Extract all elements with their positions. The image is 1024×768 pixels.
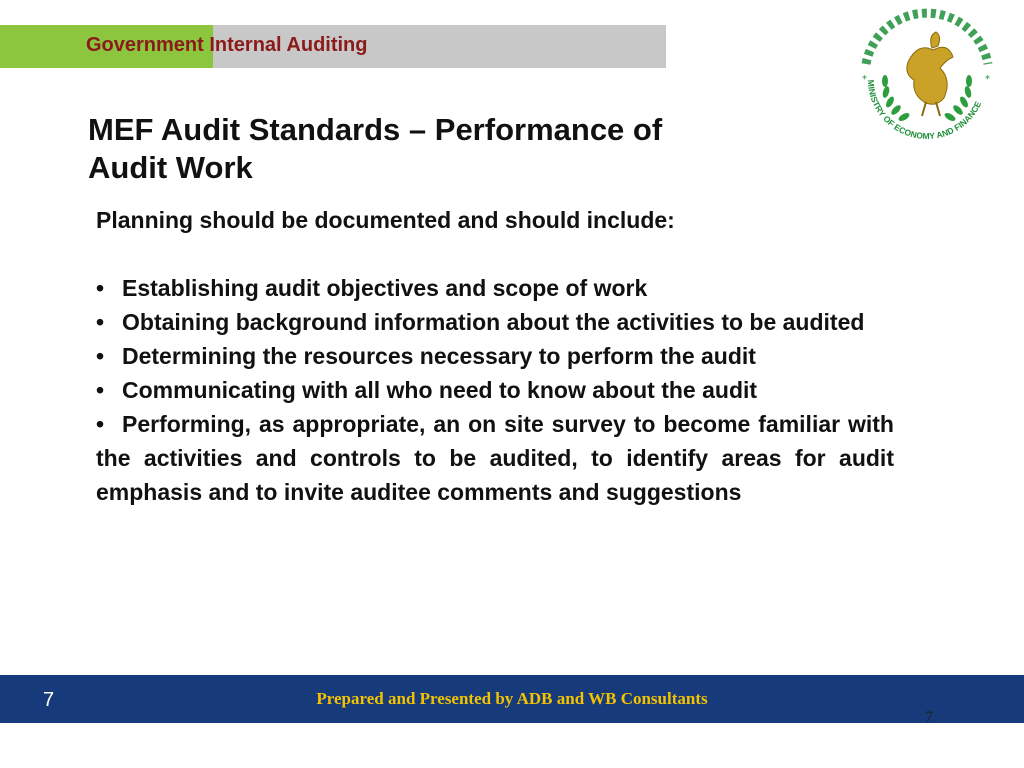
footer-bar [0, 675, 1024, 723]
header-bar [0, 25, 666, 68]
bullet-text: Communicating with all who need to know about the audit [122, 377, 758, 403]
bullet-text: Establishing audit objectives and scope of work [122, 275, 648, 301]
bullet-dot-icon: • [96, 275, 105, 301]
bullet-list [96, 271, 894, 509]
bullet-item [96, 305, 894, 339]
ministry-logo [848, 2, 1006, 158]
intro-text: Planning should be documented and should include: [96, 207, 675, 233]
slide-title: MEF Audit Standards – Performance of Audit Work [88, 112, 663, 185]
bullet-item [96, 271, 894, 305]
bullet-dot-icon: • [96, 377, 105, 403]
page-number: 7 [925, 709, 933, 726]
footer-page-number: 7 [43, 689, 55, 711]
slide-body [96, 203, 894, 509]
bullet-text: Obtaining background information about the activities to be audited [122, 309, 865, 335]
bullet-text: Determining the resources necessary to perform the audit [122, 343, 756, 369]
svg-text:MINISTRY OF ECONOMY AND FINANC: MINISTRY OF ECONOMY AND FINANCE [865, 79, 984, 142]
bird-emblem-icon [848, 2, 1006, 158]
bullet-item [96, 407, 894, 509]
bullet-text: Performing, as appropriate, an on site survey to become familiar with the activities and controls to be audited, to identify areas for audit emphasis and to invite auditee comments and suggestions [96, 411, 894, 505]
bullet-dot-icon: • [96, 343, 105, 369]
bullet-item [96, 339, 894, 373]
footer-credit: Prepared and Presented by ADB and WB Consultants [316, 689, 708, 708]
svg-text:*: * [985, 74, 990, 85]
bullet-dot-icon: • [96, 309, 105, 335]
header-title: Government Internal Auditing [86, 34, 368, 56]
bullet-dot-icon: • [96, 411, 105, 437]
bullet-item [96, 373, 894, 407]
svg-text:*: * [862, 74, 867, 85]
